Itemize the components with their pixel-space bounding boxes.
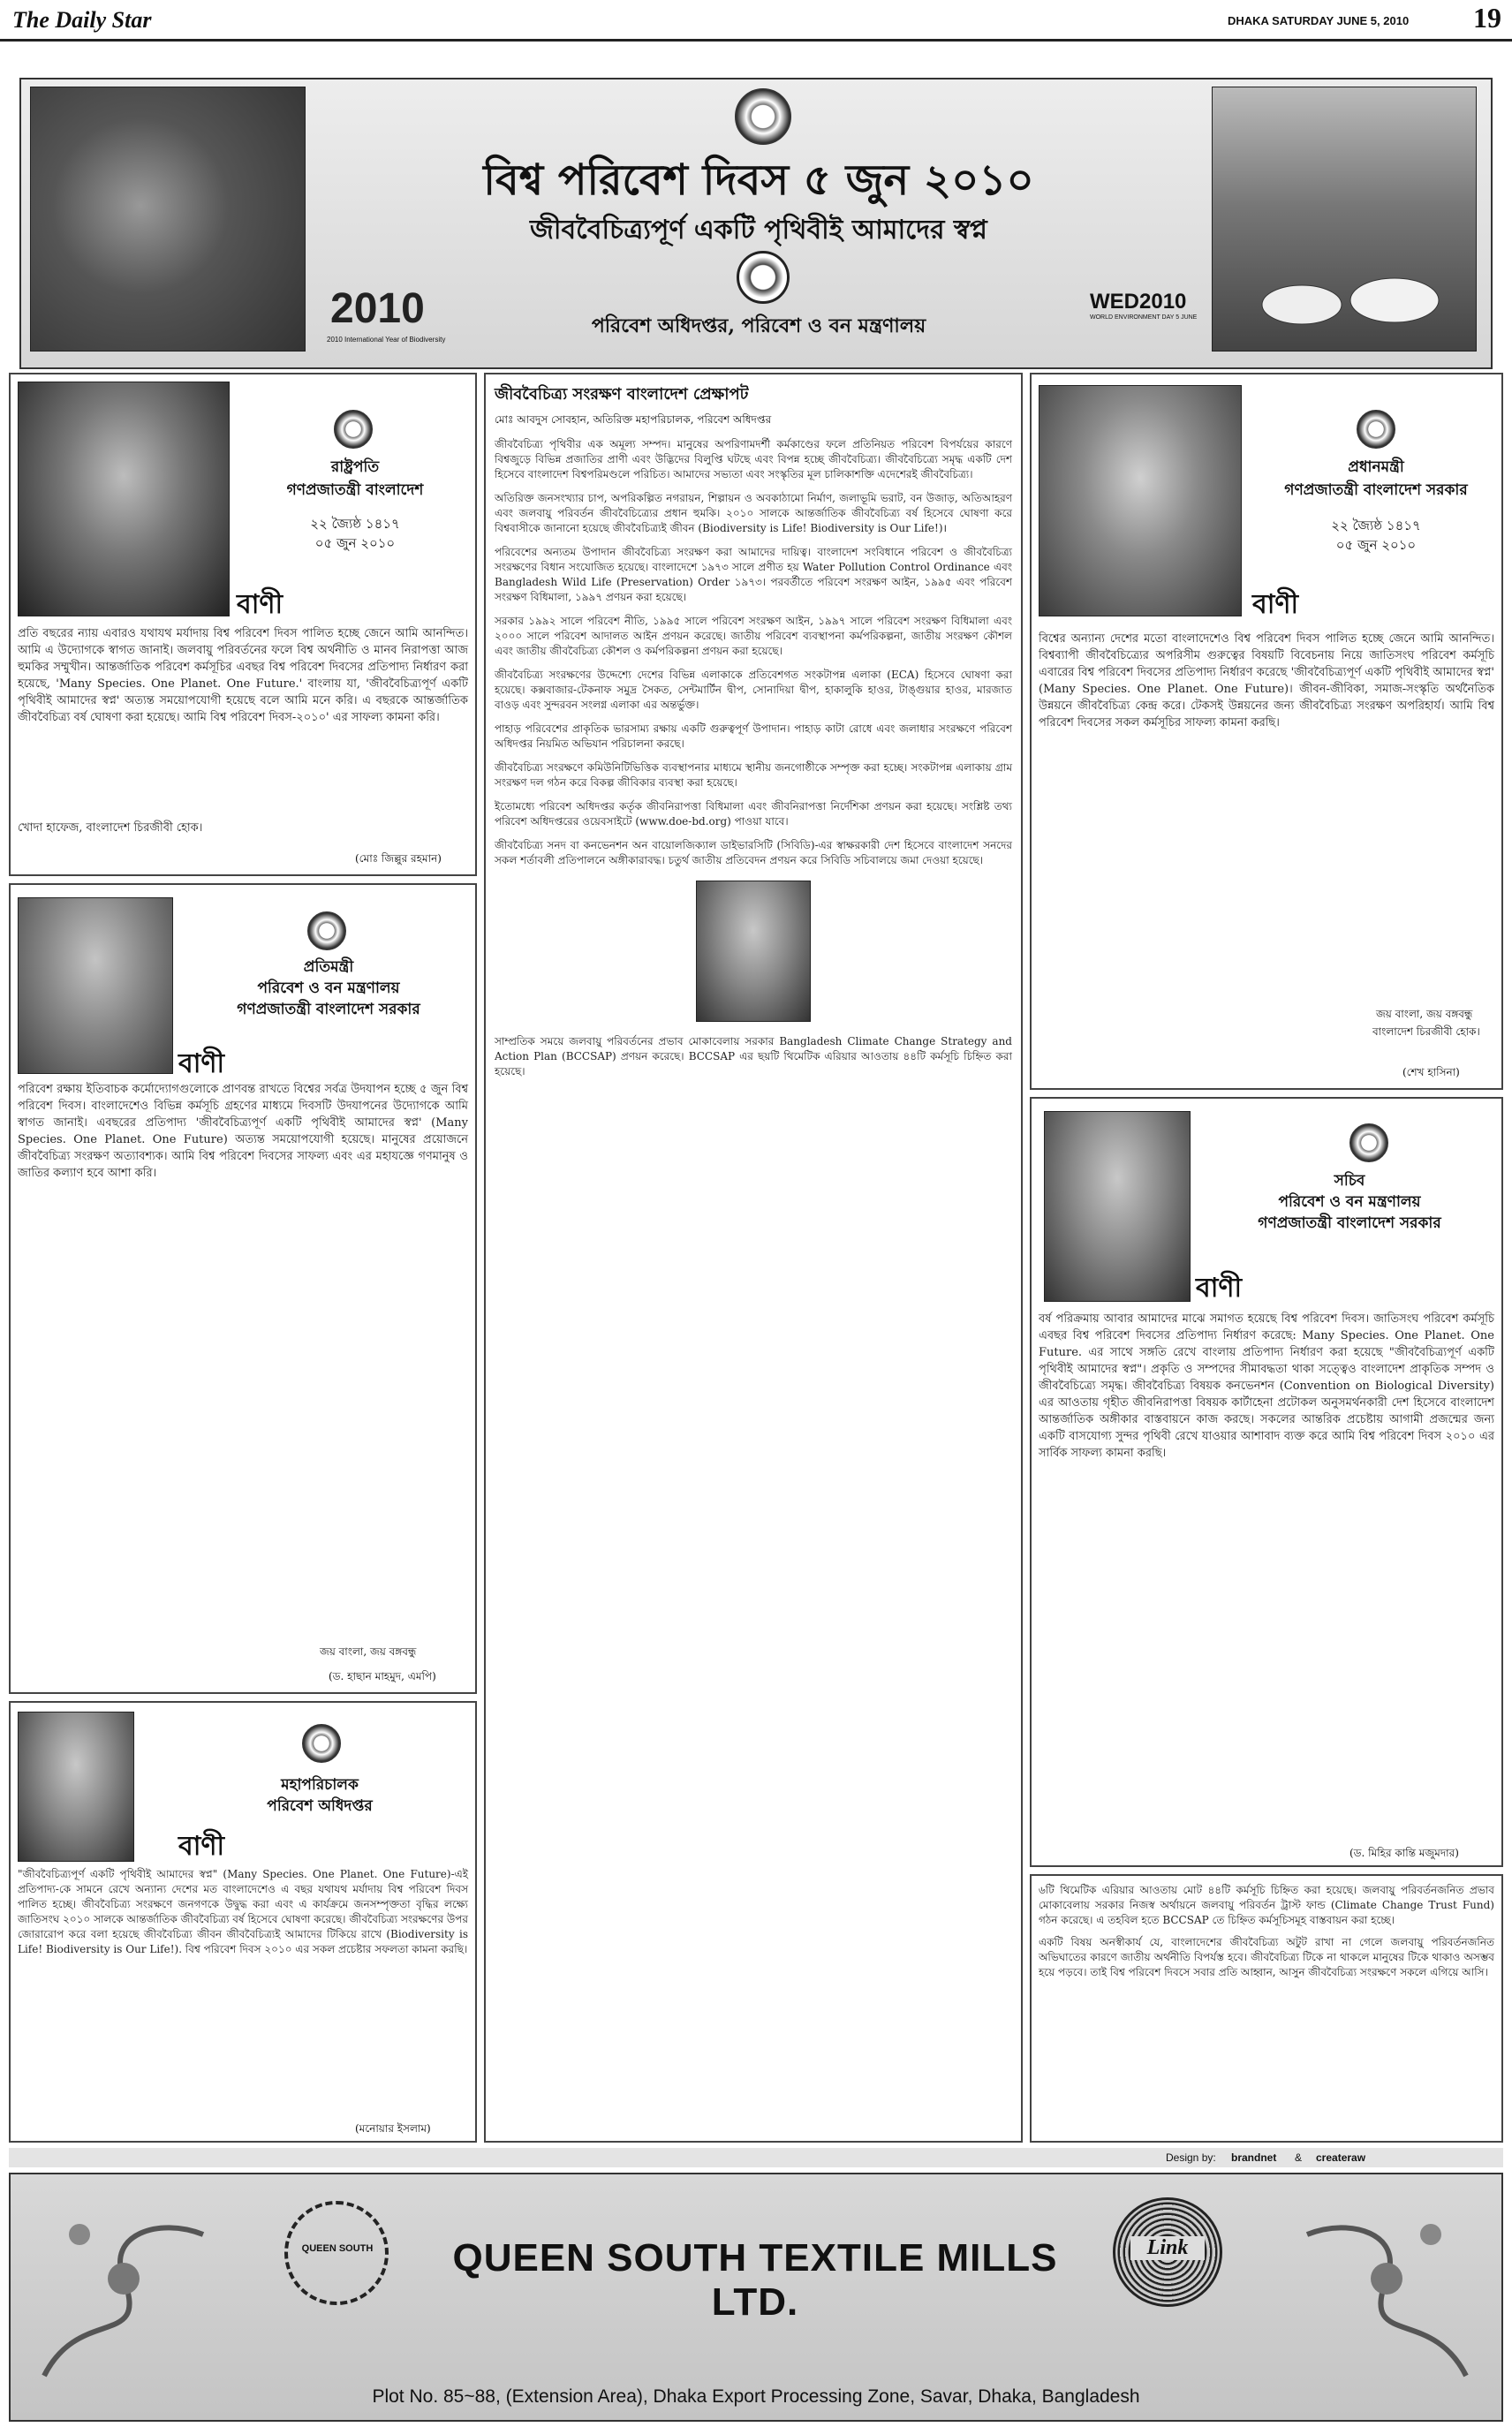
- prime-minister-photo: [1039, 385, 1242, 616]
- masthead-rule: [0, 39, 1512, 42]
- feature-paragraph-7: জীববৈচিত্র্য সংরক্ষণে কমিউনিটিভিত্তিক ব্যবস্থাপনার মাধ্যমে স্থানীয় জনগোষ্ঠীকে সম্পৃক্ত করা হচ্ছে। সংকটাপন্ন এলাকায় গ্রাম সংরক্ষণ দল গঠন করে বিকল্প জীবিকার ব্যবস্থা করা হয়েছে।: [495, 761, 1012, 789]
- banner-subtitle: জীববৈচিত্র্যপূর্ণ একটি পৃথিবীই আমাদের স্বপ্ন: [530, 215, 987, 246]
- prime-minister-closing-2: বাংলাদেশ চিরজীবী হোক।: [1372, 1025, 1480, 1038]
- state-minister-photo: [18, 897, 173, 1074]
- director-general-seal-icon: [302, 1724, 341, 1763]
- environment-logo-icon: [737, 251, 790, 304]
- president-date-en: ০৫ জুন ২০১০: [314, 535, 396, 551]
- page-number: 19: [1473, 2, 1501, 34]
- director-general-message: [9, 1701, 477, 2143]
- design-credit-label: Design by:: [1166, 2151, 1216, 2164]
- president-heading: বাণী: [237, 589, 284, 620]
- secretary-photo: [1044, 1111, 1191, 1302]
- president-seal-icon: [334, 410, 373, 449]
- sponsor-address: Plot No. 85~88, (Extension Area), Dhaka Export Processing Zone, Savar, Dhaka, Bangladesh: [372, 2386, 1140, 2407]
- dateline: DHAKA SATURDAY JUNE 5, 2010: [1228, 14, 1410, 27]
- president-signatory: (মোঃ জিল্লুর রহমান): [355, 852, 442, 865]
- president-message: [9, 373, 477, 876]
- prime-minister-message: [1030, 373, 1503, 1090]
- design-credit-sep: &: [1295, 2151, 1303, 2164]
- flourish-left-icon: [26, 2199, 230, 2393]
- director-general-body: "জীববৈচিত্র্যপূর্ণ একটি পৃথিবীই আমাদের স্বপ্ন" (Many Species. One Planet. One Future)-এই প্রতিপাদ্য-কে সামনে রেখে অন্যান্য দেশের মত বাংলাদেশেও এ বছর যথাযথ মর্যাদায় বিশ্ব পরিবেশ দিবস পালিত হচ্ছে। জীববৈচিত্র্য সংরক্ষণে জনগণকে উদ্বুদ্ধ করা এবং এ কার্যক্রমে জনসম্পৃক্ততা বৃদ্ধির লক্ষ্যে জাতিসংঘ ২০১০ সালকে আন্তর্জাতিক জীববৈচিত্র্য বর্ষ হিসেবে ঘোষণা করেছে। জীববৈচিত্র্য সংরক্ষণের উপর জোরারোপ করে বলা হয়েছে জীববৈচিত্র্য জীবন জীববৈচিত্র্যই আমাদের টিকিয়ে রাখে (Biodiversity is Life! Biodiversity is Our Life!). বিশ্ব পরিবেশ দিবস ২০১০ এর সকল প্রচেষ্টার সফলতা কামনা করছি।: [18, 1868, 468, 1955]
- prime-minister-closing-1: জয় বাংলা, জয় বঙ্গবন্ধু: [1376, 1008, 1473, 1020]
- state-minister-seal-icon: [307, 911, 346, 950]
- feature-title: জীববৈচিত্র্য সংরক্ষণ বাংলাদেশ প্রেক্ষাপট: [495, 385, 749, 404]
- prime-minister-date-en: ০৫ জুন ২০১০: [1335, 537, 1417, 553]
- design-credit-bar: [9, 2148, 1503, 2167]
- prime-minister-seal-icon: [1357, 410, 1395, 449]
- secretary-signatory: (ড. মিহির কান্তি মজুমদার): [1349, 1847, 1459, 1859]
- state-minister-heading: বাণী: [178, 1048, 225, 1079]
- state-minister-role: প্রতিমন্ত্রী: [303, 958, 354, 976]
- link-logo-text: Link: [1130, 2236, 1205, 2260]
- president-photo: [18, 382, 230, 616]
- state-minister-message: [9, 883, 477, 1694]
- feature-paragraph-11: ৬টি থিমেটিক এরিয়ার আওতায় মোট ৪৪টি কর্মসূচি চিহ্নিত করা হয়েছে। জলবায়ু পরিবর্তনজনিত প্রভাব মোকাবেলায় সরকার নিজস্ব অর্থায়নে জলবায়ু পরিবর্তন ট্রাস্ট ফান্ড (Climate Change Trust Fund) গঠন করেছে। এ তহবিল হতে BCCSAP তে চিহ্নিত কর্মসূচিসমূহ বাস্তবায়ন করা হচ্ছে।: [1039, 1884, 1494, 1926]
- prime-minister-org: গণপ্রজাতন্ত্রী বাংলাদেশ সরকার: [1284, 481, 1468, 499]
- state-minister-signatory: (ড. হাছান মাহমুদ, এমপি): [329, 1670, 436, 1682]
- secretary-role: সচিব: [1334, 1172, 1365, 1190]
- state-minister-org-line1: পরিবেশ ও বন মন্ত্রণালয়: [257, 979, 400, 997]
- feature-paragraph-4: সরকার ১৯৯২ সালে পরিবেশ নীতি, ১৯৯৫ সালে পরিবেশ সংরক্ষণ আইন, ১৯৯৭ সালে পরিবেশ সংরক্ষণ বিধিমালা এবং ২০০০ সালে পরিবেশ আদালত আইন প্রণয়ন করেছে। জাতীয় পরিবেশ ব্যবস্থাপনা কর্মপরিকল্পনা, জাতীয় সংরক্ষণ কৌশল এবং জাতীয় জীববৈচিত্র্য কৌশল ও কর্মপরিকল্পনা প্রণয়ন করা হয়েছে।: [495, 615, 1012, 657]
- feature-paragraph-1: জীববৈচিত্র্য পৃথিবীর এক অমূল্য সম্পদ। মানুষের অপরিণামদর্শী কর্মকাণ্ডের ফলে প্রতিনিয়ত পরিবেশ বিপর্যয়ের কারণে বিশ্বজুড়ে বিভিন্ন প্রজাতির প্রাণী এবং উদ্ভিদের বিলুপ্তি ঘটছে এবং বিপন্ন হচ্ছে জীববৈচিত্র্য। জীববৈচিত্র্যে সমৃদ্ধ একটি দেশ হিসেবে বাংলাদেশ বিশ্বপরিমণ্ডলে পরিচিত। আমাদের সভ্যতা এবং সংস্কৃতির মূল চালিকাশক্তি এদেশেরই জীববৈচিত্র্য।: [495, 438, 1012, 480]
- feature-byline: মোঃ আবদুস সোবহান, অতিরিক্ত মহাপরিচালক, পরিবেশ অধিদপ্তর: [495, 413, 772, 426]
- feature-paragraph-3: পরিবেশের অন্যতম উপাদান জীববৈচিত্র্য সংরক্ষণ করা আমাদের দায়িত্ব। বাংলাদেশ সংবিধানে পরিবেশ ও জীববৈচিত্র্য সংরক্ষণের বিধান সংযোজিত হয়েছে। বাংলাদেশে ১৯৭৩ সালে প্রণীত হয় Water Pollution Control Ordinance এবং Bangladesh Wild Life (Preservation) Order ১৯৭৩। পরবর্তীতে পরিবেশ সংরক্ষণ আইন, ১৯৯৫ এবং পরিবেশ সংরক্ষণ বিধিমালা, ১৯৯৭ প্রণয়ন করা হয়েছে।: [495, 546, 1012, 603]
- secretary-org-line1: পরিবেশ ও বন মন্ত্রণালয়: [1278, 1193, 1421, 1211]
- prime-minister-role: প্রধানমন্ত্রী: [1348, 458, 1404, 476]
- director-general-org: পরিবেশ অধিদপ্তর: [267, 1797, 373, 1815]
- wed-logo: WED2010: [1090, 290, 1187, 314]
- state-minister-body: পরিবেশ রক্ষায় ইতিবাচক কর্মোদ্যোগগুলোকে প্রাণবন্ত রাখতে বিশ্বের সর্বত্র উদযাপন হচ্ছে ৫ জুন বিশ্ব পরিবেশ দিবস। বাংলাদেশেও বিভিন্ন কর্মসূচি গ্রহণের মাধ্যমে দিবসটি উদযাপনের উদ্যোগকে আমি স্বাগত জানাই। এবছরের প্রতিপাদ্য 'জীববৈচিত্র্যপূর্ণ একটি পৃথিবীই আমাদের স্বপ্ন' (Many Species. One Planet. One Future) অত্যন্ত সময়োপযোগী হয়েছে। মানুষের প্রয়োজনে জীববৈচিত্র্য সংরক্ষণ অত্যাবশ্যক। আমি বিশ্ব পরিবেশ দিবসের সাফল্য এবং এর মহাযজ্ঞে গণমানুষ ও জাতির কল্যাণ হবে আশা করি।: [18, 1083, 468, 1180]
- banner-title: বিশ্ব পরিবেশ দিবস ৫ জুন ২০১০: [483, 155, 1034, 205]
- director-general-photo: [18, 1712, 134, 1862]
- feature-paragraph-10: সাম্প্রতিক সময়ে জলবায়ু পরিবর্তনের প্রভাব মোকাবেলায় সরকার Bangladesh Climate Change Strategy and Action Plan (BCCSAP) প্রণয়ন করেছে। BCCSAP এর ছয়টি থিমেটিক এরিয়ার আওতায় ৪৪টি কর্মসূচি চিহ্নিত করা হয়েছে।: [495, 1035, 1012, 1077]
- masthead-logo: The Daily Star: [12, 7, 152, 33]
- secretary-seal-icon: [1349, 1123, 1388, 1162]
- secretary-body: বর্ষ পরিক্রমায় আবার আমাদের মাঝে সমাগত হয়েছে বিশ্ব পরিবেশ দিবস। জাতিসংঘ পরিবেশ কর্মসূচি এবছর বিশ্ব পরিবেশ দিবসের প্রতিপাদ্য নির্ধারণ করেছে: Many Species. One Planet. One Future. এর সাথে সঙ্গতি রেখে বাংলায় প্রতিপাদ্য নির্ধারণ করা হয়েছে "জীববৈচিত্র্যপূর্ণ একটি পৃথিবীই আমাদের স্বপ্ন"। প্রকৃতি ও সম্পদের সীমাবদ্ধতা থাকা সত্ত্বেও বাংলাদেশ প্রাকৃতিক সম্পদ ও জীববৈচিত্র্যে সমৃদ্ধ। জীববৈচিত্র্য বিষয়ক কনভেনশন (Convention on Biological Diversity) এর আওতায় গৃহীত জীবনিরাপত্তা বিষয়ক কার্টাহেনা প্রটোকল অনুসমর্থনকারী দেশ হিসেবে বাংলাদেশ আন্তর্জাতিক অঙ্গীকার বাস্তবায়নে কাজ করছে। সকলের আন্তরিক প্রচেষ্টায় আগামী প্রজন্মের জন্য একটি বাসযোগ্য সুন্দর পৃথিবী রেখে যাওয়ার আশাবাদ ব্যক্ত করে আমি বিশ্ব পরিবেশ দিবস ২০১০ এর সার্বিক সাফল্য কামনা করছি।: [1039, 1312, 1494, 1460]
- government-seal-icon: [735, 88, 791, 145]
- banner: [19, 78, 1493, 369]
- feature-paragraph-9: জীববৈচিত্র্য সনদ বা কনভেনশন অন বায়োলজিক্যাল ডাইভারসিটি (সিবিডি)-এর স্বাক্ষরকারী দেশ হিসেবে বাংলাদেশ সনদের সকল শর্তাবলী প্রতিপালনে অঙ্গীকারাবদ্ধ। চতুর্থ জাতীয় প্রতিবেদন প্রণয়ন করে সিবিডি সচিবালয়ে জমা দেওয়া হয়েছে।: [495, 839, 1012, 866]
- state-minister-closing: জয় বাংলা, জয় বঙ্গবন্ধু: [320, 1645, 417, 1658]
- prime-minister-date-bn: ২২ জ্যৈষ্ঠ ১৪১৭: [1331, 518, 1421, 533]
- prime-minister-heading: বাণী: [1252, 589, 1299, 620]
- bird-photo: [30, 87, 306, 352]
- secretary-org-line2: গণপ্রজাতন্ত্রী বাংলাদেশ সরকার: [1258, 1214, 1441, 1232]
- secretary-heading: বাণী: [1196, 1273, 1243, 1304]
- feature-paragraph-12: একটি বিষয় অনস্বীকার্য যে, বাংলাদেশের জীববৈচিত্র্য অটুট রাখা না গেলে জলবায়ু পরিবর্তনজনিত অভিঘাতের কারণে জাতীয় অর্থনীতি বিপর্যস্ত হবে। জীববৈচিত্র্য টিকে না থাকলে মানুষের টিকে থাকাও অসম্ভব হয়ে পড়বে। তাই বিশ্ব পরিবেশ দিবসে সবার প্রতি আহ্বান, আসুন জীববৈচিত্র্য সংরক্ষণে সকলে এগিয়ে আসি।: [1039, 1936, 1494, 1978]
- president-role: রাষ্ট্রপতি: [330, 458, 380, 476]
- director-general-signatory: (মনোয়ার ইসলাম): [355, 2122, 431, 2135]
- president-org: গণপ্রজাতন্ত্রী বাংলাদেশ: [286, 481, 424, 499]
- feature-paragraph-5: জীববৈচিত্র্য সংরক্ষণের উদ্দেশ্যে দেশের বিভিন্ন এলাকাকে প্রতিবেশগত সংকটাপন্ন এলাকা (ECA) হিসেবে ঘোষণা করা হয়েছে। কক্সবাজার-টেকনাফ সমুদ্র সৈকত, সেন্টমার্টিন দ্বীপ, সোনাদিয়া দ্বীপ, হাকালুকি হাওর, টাঙ্গুয়ার হাওর, মারজাত বাওড় এবং সুন্দরবন সংলগ্ন এলাকা এর অন্তর্ভুক্ত।: [495, 669, 1012, 711]
- director-general-role: মহাপরিচালক: [281, 1776, 359, 1794]
- queen-south-logo-text: QUEEN SOUTH: [301, 2243, 374, 2254]
- state-minister-org-line2: গণপ্রজাতন্ত্রী বাংলাদেশ সরকার: [237, 1001, 420, 1018]
- design-credit-studio-2: createraw: [1316, 2151, 1366, 2164]
- director-general-heading: বাণী: [178, 1831, 225, 1862]
- secretary-message: [1030, 1097, 1503, 1867]
- banner-ministry: পরিবেশ অধিদপ্তর, পরিবেশ ও বন মন্ত্রণালয়: [591, 314, 926, 337]
- feature-paragraph-6: পাহাড় পরিবেশের প্রাকৃতিক ভারসাম্য রক্ষায় একটি গুরুত্বপূর্ণ উপাদান। পাহাড় কাটা রোধে এবং জলাধার সংরক্ষণে পরিবেশ অধিদপ্তর নিয়মিত অভিযান পরিচালনা করছে।: [495, 722, 1012, 750]
- president-closing: খোদা হাফেজ, বাংলাদেশ চিরজীবী হোক।: [18, 821, 203, 835]
- sponsor-name: QUEEN SOUTH TEXTILE MILLS LTD.: [452, 2236, 1058, 2324]
- feature-paragraph-2: অতিরিক্ত জনসংখ্যার চাপ, অপরিকল্পিত নগরায়ন, শিল্পায়ন ও অবকাঠামো নির্মাণ, জলাভূমি ভরাট, বন উজাড়, অতিআহরণ এবং জলবায়ু পরিবর্তন জীববৈচিত্র্যের প্রধান হুমকি। ২০১০ সালকে আন্তর্জাতিক জীববৈচিত্র্য বর্ষ হিসেবে ঘোষণা করে বিশ্ববাসীকে জানানো হয়েছে জীববৈচিত্র্যই জীবন (Biodiversity is Life! Biodiversity is Our Life!)।: [495, 492, 1012, 534]
- year-logo-text: 2010: [330, 285, 425, 332]
- wed-logo-caption: WORLD ENVIRONMENT DAY 5 JUNE: [1090, 314, 1198, 321]
- author-photo: [696, 881, 811, 1022]
- president-body: প্রতি বছরের ন্যায় এবারও যথাযথ মর্যাদায় বিশ্ব পরিবেশ দিবস পালিত হচ্ছে জেনে আমি আনন্দিত। আমি এ উদ্যোগকে স্বাগত জানাই। জলবায়ু পরিবর্তনের ফলে বিশ্ব অর্থনীতি ও মানব নিরাপত্তা আজ হুমকির সম্মুখীন। আন্তর্জাতিক পরিবেশ কর্মসূচির এবছর বিশ্ব পরিবেশ দিবসের প্রতিপাদ্য নির্ধারণ করা হয়েছে, 'Many Species. One Planet. One Future.' বাংলায় যা, 'জীববৈচিত্র্যপূর্ণ একটি পৃথিবীই আমাদের স্বপ্ন' অত্যন্ত সময়োপযোগী হয়েছে বলে আমি মনে করি। এ বছরকে আন্তর্জাতিক জীববৈচিত্র্য বর্ষ ঘোষণা করা হয়েছে। আমি বিশ্ব পরিবেশ দিবস-২০১০' এর সাফল্য কামনা করি।: [18, 627, 468, 724]
- year-logo-caption: 2010 International Year of Biodiversity: [327, 336, 446, 344]
- feature-article: [484, 373, 1023, 2143]
- design-credit-studio-1: brandnet: [1231, 2151, 1277, 2164]
- feature-continuation: [1030, 1874, 1503, 2143]
- flourish-right-icon: [1281, 2199, 1484, 2393]
- prime-minister-signatory: (শেখ হাসিনা): [1402, 1066, 1460, 1078]
- president-date-bn: ২২ জ্যৈষ্ঠ ১৪১৭: [310, 516, 400, 532]
- lotus-flower-icon: [1240, 256, 1452, 344]
- feature-paragraph-8: ইতোমধ্যে পরিবেশ অধিদপ্তর কর্তৃক জীবনিরাপত্তা বিধিমালা এবং জীবনিরাপত্তা নির্দেশিকা প্রণয়ন করা হয়েছে। সংশ্লিষ্ট তথ্য পরিবেশ অধিদপ্তরের ওয়েবসাইটে (www.doe-bd.org) পাওয়া যাবে।: [495, 800, 1012, 828]
- prime-minister-body: বিশ্বের অন্যান্য দেশের মতো বাংলাদেশেও বিশ্ব পরিবেশ দিবস পালিত হচ্ছে জেনে আমি আনন্দিত। বিশ্বব্যাপী জীববৈচিত্র্যের অপরিসীম গুরুত্বের বিষয়টি বিবেচনায় নিয়ে জাতিসংঘ পরিবেশ কর্মসূচি এবারের বিশ্ব পরিবেশ দিবসের প্রতিপাদ্য নির্ধারণ করেছে 'জীববৈচিত্র্যপূর্ণ একটি পৃথিবীই আমাদের স্বপ্ন' (Many Species. One Planet. One Future)। জীবন-জীবিকা, সমাজ-সংস্কৃতি অর্থনৈতিক উন্নয়নে জীববৈচিত্র্য কেন্দ্র করে। টেকসই উন্নয়নের জন্য জীববৈচিত্র্য সংরক্ষণ অপরিহার্য। আমি বিশ্ব পরিবেশ দিবসের সকল কর্মসূচির সাফল্য কামনা করছি।: [1039, 632, 1494, 730]
